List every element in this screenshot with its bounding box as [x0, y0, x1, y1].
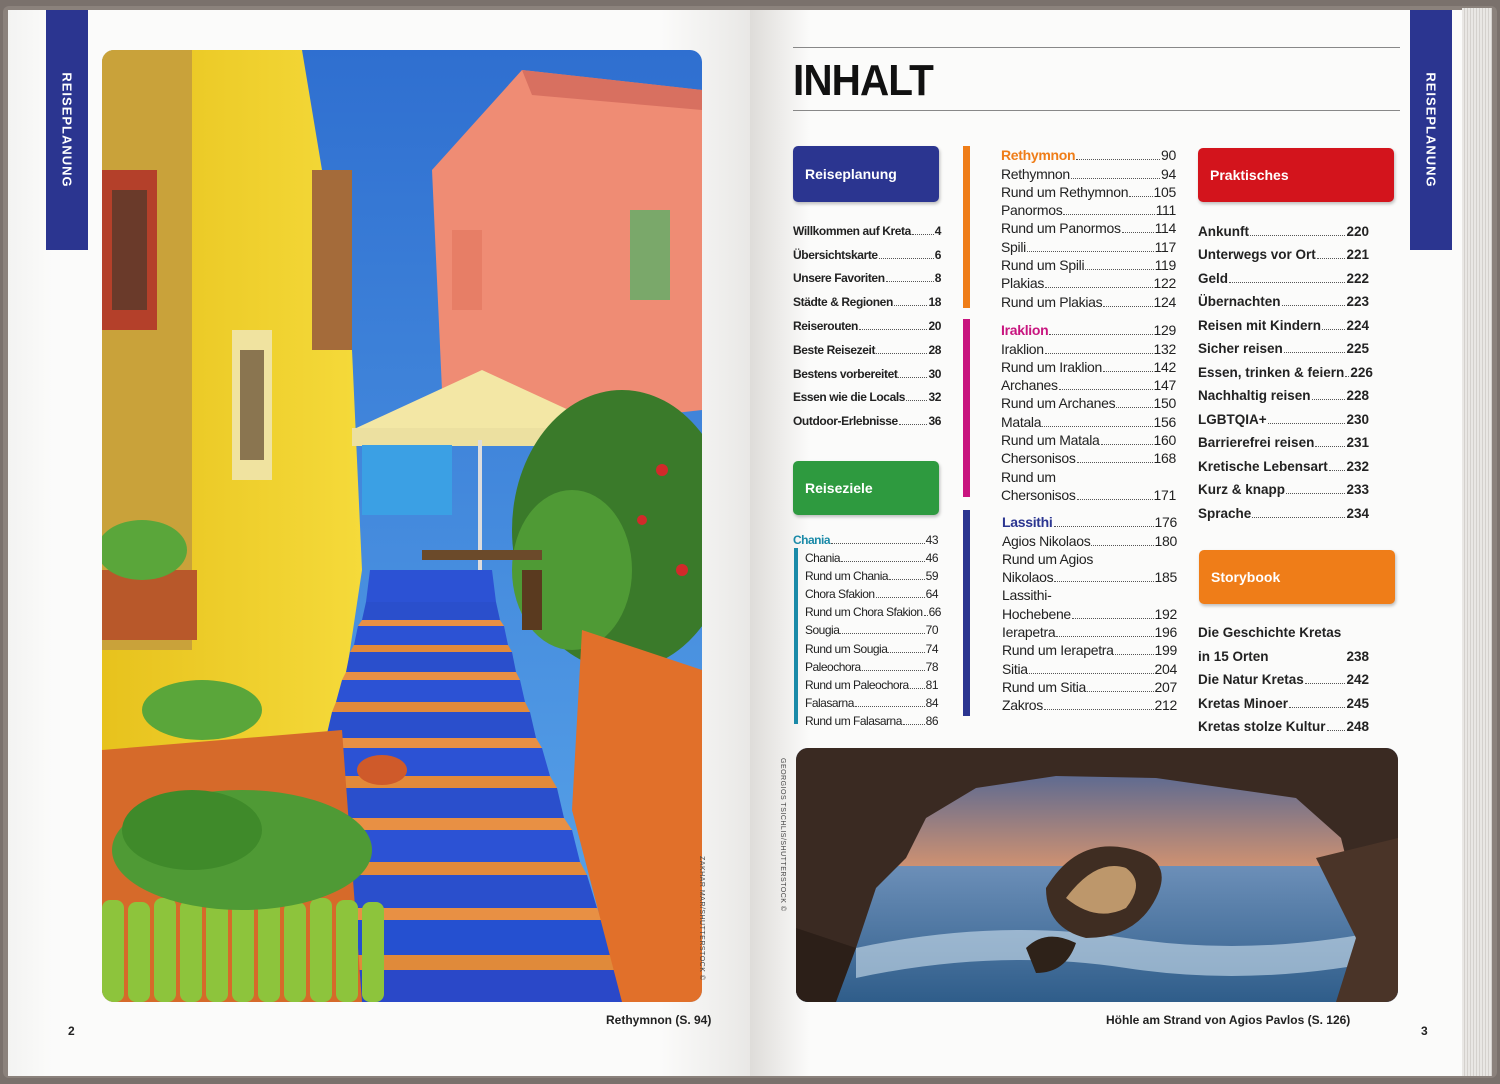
cave-illustration [796, 748, 1398, 1002]
agios-pavlos-cave-photo [796, 748, 1398, 1002]
page-number-left: 2 [68, 1024, 75, 1038]
title-rule-top [793, 47, 1400, 48]
toc-storybook [1198, 622, 1369, 734]
toc-praktisches [1198, 215, 1373, 521]
toc-entry[interactable]: Rund um Plakias 124 [1001, 293, 1176, 310]
section-header-praktisches[interactable]: Praktisches [1198, 148, 1394, 202]
page-edges [1462, 8, 1492, 1076]
toc-entry[interactable]: Kretische Lebensart 232 [1198, 458, 1369, 474]
rethymnon-stairs-photo [102, 50, 702, 1002]
toc-entry[interactable]: LGBTQIA+ 230 [1198, 411, 1369, 427]
toc-entry[interactable]: Städte & Regionen 18 [793, 295, 941, 310]
toc-entry[interactable]: Rund um [1001, 468, 1056, 485]
toc-entry[interactable]: Rund um Rethymnon 105 [1001, 183, 1176, 200]
toc-entry[interactable]: Rund um Paleochora 81 [805, 677, 938, 692]
toc-entry[interactable]: Rund um Sitia 207 [1002, 678, 1177, 695]
toc-entry[interactable]: Rund um Falasarna 86 [805, 713, 938, 728]
region-bar-chania [794, 548, 798, 724]
toc-entry[interactable]: Falasarna 84 [805, 695, 938, 710]
photo-caption-left: Rethymnon (S. 94) [606, 1013, 712, 1027]
photo-credit-left: ZAKHAR MAR/SHUTTERSTOCK © [698, 856, 705, 981]
toc-entry[interactable]: Unterwegs vor Ort 221 [1198, 247, 1369, 262]
right-page [750, 10, 1492, 1076]
toc-entry[interactable]: Kretas stolze Kultur 248 [1198, 719, 1369, 734]
rethymnon-illustration [102, 50, 702, 1002]
left-page [8, 10, 750, 1076]
toc-entry[interactable]: Rund um Panormos 114 [1001, 220, 1176, 237]
toc-entry[interactable]: Chania 46 [805, 551, 938, 566]
toc-entry[interactable]: Essen wie die Locals 32 [793, 390, 941, 405]
toc-entry[interactable]: Sitia 204 [1002, 660, 1177, 677]
side-tab-label: REISEPLANUNG [59, 72, 75, 188]
toc-entry[interactable]: Matala 156 [1001, 413, 1176, 430]
toc-entry[interactable]: Agios Nikolaos 180 [1002, 532, 1177, 549]
toc-entry[interactable]: Rund um Chora Sfakion 66 [805, 605, 941, 620]
toc-entry[interactable]: Rund um Chania 59 [805, 569, 938, 584]
page-title: INHALT [793, 56, 933, 105]
toc-entry[interactable]: Beste Reisezeit 28 [793, 342, 941, 357]
toc-entry[interactable]: Geld 222 [1198, 270, 1369, 286]
toc-entry[interactable]: Rund um Ierapetra 199 [1002, 642, 1177, 659]
toc-entry[interactable]: Barrierefrei reisen 231 [1198, 435, 1369, 450]
toc-region-rethymnon[interactable]: Rethymnon 90 [1001, 147, 1176, 164]
toc-entry[interactable]: Nikolaos 185 [1002, 569, 1177, 586]
side-tab-left [46, 10, 88, 250]
region-bar-rethymnon [963, 146, 970, 308]
photo-credit-right: GEORGIOS TSICHLIS/SHUTTERSTOCK © [779, 758, 786, 912]
toc-entry[interactable]: Übersichtskarte 6 [793, 247, 941, 262]
toc-entry[interactable]: Panormos 111 [1001, 202, 1176, 219]
toc-entry[interactable]: Iraklion 132 [1001, 340, 1176, 357]
toc-reiseplanung [793, 214, 941, 428]
toc-entry[interactable]: Kurz & knapp 233 [1198, 482, 1369, 497]
photo-caption-right: Höhle am Strand von Agios Pavlos (S. 126) [1106, 1013, 1351, 1027]
toc-entry[interactable]: Sprache 234 [1198, 505, 1369, 521]
section-header-storybook[interactable]: Storybook [1199, 550, 1395, 604]
toc-entry[interactable]: Essen, trinken & feiern 226 [1198, 364, 1373, 380]
toc-entry[interactable]: Sougia 70 [805, 623, 938, 638]
section-header-reiseplanung[interactable]: Reiseplanung [793, 146, 939, 202]
toc-entry[interactable]: Paleochora 78 [805, 659, 938, 674]
toc-entry[interactable]: Reisen mit Kindern 224 [1198, 317, 1369, 333]
toc-entry[interactable]: Kretas Minoer 245 [1198, 695, 1369, 711]
toc-entry[interactable]: Ierapetra 196 [1002, 624, 1177, 641]
toc-entry[interactable]: Hochebene 192 [1002, 605, 1177, 622]
toc-region-iraklion[interactable]: Iraklion 129 [1001, 322, 1176, 339]
toc-entry[interactable]: Zakros 212 [1002, 697, 1177, 714]
toc-entry[interactable]: Chersonisos 168 [1001, 450, 1176, 467]
side-tab-label: REISEPLANUNG [1423, 72, 1439, 188]
toc-entry[interactable]: Rund um Sougia 74 [805, 641, 938, 656]
title-rule-bottom [793, 110, 1400, 111]
toc-entry[interactable]: Chora Sfakion 64 [805, 587, 938, 602]
toc-entry[interactable]: Nachhaltig reisen 228 [1198, 388, 1369, 403]
toc-entry[interactable]: Die Natur Kretas 242 [1198, 672, 1369, 687]
toc-entry[interactable]: Chersonisos 171 [1001, 486, 1176, 503]
toc-lassithi [1002, 512, 1177, 713]
toc-entry[interactable]: Willkommen auf Kreta 4 [793, 223, 941, 238]
toc-region-lassithi[interactable]: Lassithi 176 [1002, 514, 1177, 531]
toc-entry[interactable]: Rund um Spili 119 [1001, 257, 1176, 274]
toc-entry[interactable]: Plakias 122 [1001, 275, 1176, 292]
toc-entry[interactable]: Outdoor-Erlebnisse 36 [793, 414, 941, 429]
toc-entry[interactable]: Ankunft 220 [1198, 223, 1369, 239]
toc-entry[interactable]: Unsere Favoriten 8 [793, 271, 941, 286]
region-bar-iraklion [963, 319, 970, 497]
toc-chania-heading [793, 529, 938, 547]
toc-entry[interactable]: Archanes 147 [1001, 377, 1176, 394]
toc-entry[interactable]: Spili 117 [1001, 238, 1176, 255]
toc-entry[interactable]: Lassithi- [1002, 587, 1052, 604]
toc-chania [805, 547, 941, 728]
page-number-right: 3 [1421, 1024, 1428, 1038]
toc-entry[interactable]: Rund um Agios [1002, 550, 1094, 567]
toc-entry[interactable]: Rund um Matala 160 [1001, 432, 1176, 449]
toc-entry[interactable]: Reiserouten 20 [793, 318, 941, 333]
toc-entry[interactable]: in 15 Orten 238 [1198, 648, 1369, 664]
toc-entry[interactable]: Bestens vorbereitet 30 [793, 366, 941, 381]
section-header-reiseziele[interactable]: Reiseziele [793, 461, 939, 515]
toc-region-chania[interactable]: Chania 43 [793, 533, 938, 548]
toc-iraklion [1001, 320, 1176, 503]
toc-entry[interactable]: Rund um Archanes 150 [1001, 395, 1176, 412]
side-tab-right [1410, 10, 1452, 250]
region-bar-lassithi [963, 510, 970, 716]
toc-entry[interactable]: Rethymnon 94 [1001, 165, 1176, 182]
toc-entry[interactable]: Rund um Iraklion 142 [1001, 358, 1176, 375]
toc-rethymnon [1001, 145, 1176, 310]
toc-entry[interactable]: Die Geschichte Kretas [1198, 625, 1342, 640]
toc-entry[interactable]: Sicher reisen 225 [1198, 341, 1369, 356]
toc-entry[interactable]: Übernachten 223 [1198, 294, 1369, 309]
